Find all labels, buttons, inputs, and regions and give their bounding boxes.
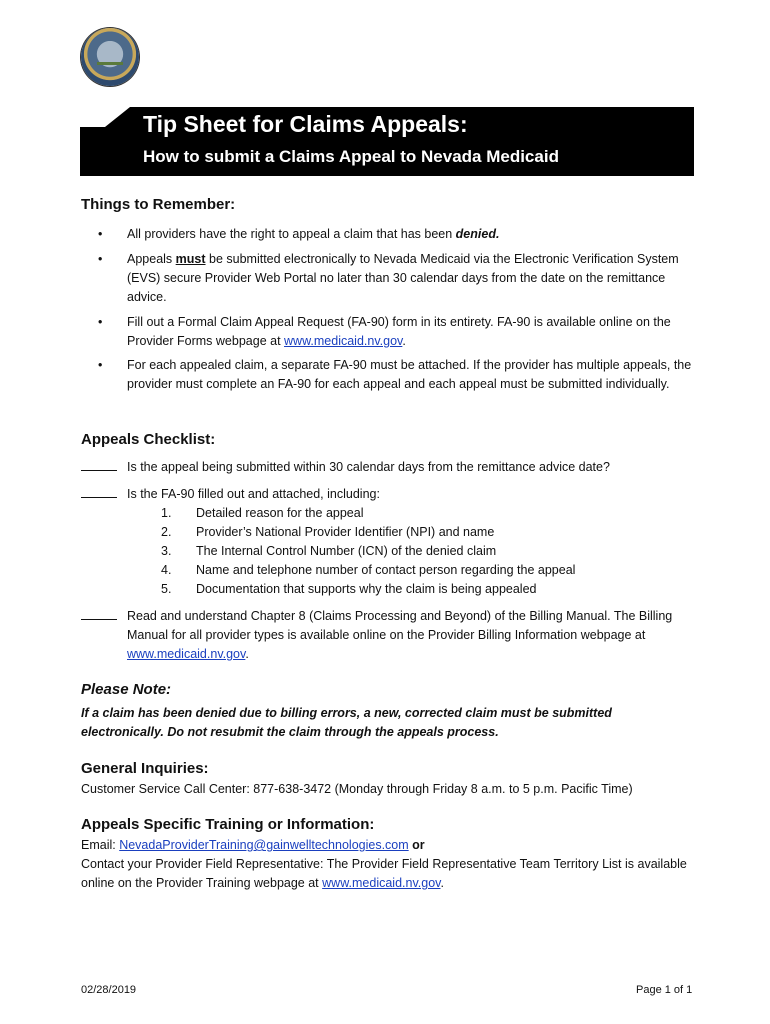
check-blank (81, 497, 117, 498)
medicaid-link[interactable]: www.medicaid.nv.gov (127, 647, 246, 661)
footer-date: 02/28/2019 (81, 984, 137, 996)
nevada-state-seal (81, 28, 139, 86)
list-item: • Appeals must be submitted electronically to Nevada Medicaid via the Electronic Verification System (EVS) secure Provider Web Portal no later than 30 calendar days from the date on the remittance advice. (98, 252, 679, 304)
please-note-body: If a claim has been denied due to billing errors, a new, corrected claim must be submitted electronically. Do not resubmit the claim through the appeals process. (81, 706, 612, 739)
appeals-checklist-heading: Appeals Checklist: (81, 431, 216, 448)
training-text: Email: NevadaProviderTraining@gainwelltechnologies.com or Contact your Provider Field Representative: The Provider Field Representative Team Territory List is available online on the Provider Training webpage at www.medicaid.nv.gov. (81, 838, 687, 890)
checklist-subitem: 2. Provider’s National Provider Identifier (NPI) and name (161, 525, 495, 539)
medicaid-link[interactable]: www.medicaid.nv.gov (322, 876, 441, 890)
training-heading: Appeals Specific Training or Information: (81, 816, 375, 833)
checklist-item: Read and understand Chapter 8 (Claims Processing and Beyond) of the Billing Manual. The Billing Manual for all provider types is available online on the Provider Billing Information webpage at www.medicaid.nv.gov. (81, 607, 696, 664)
general-inquiries-heading: General Inquiries: (81, 760, 209, 777)
things-to-remember-heading: Things to Remember: (81, 196, 236, 213)
list-item: • For each appealed claim, a separate FA-90 must be attached. If the provider has multiple appeals, the provider must complete an FA-90 for each appeal and each appeal must be submitted individually. (98, 358, 692, 391)
title-banner (80, 107, 694, 176)
check-blank (81, 619, 117, 620)
checklist-item: Is the appeal being submitted within 30 calendar days from the remittance advice date? (81, 458, 696, 477)
page-subtitle: How to submit a Claims Appeal to Nevada Medicaid (143, 147, 559, 166)
checklist-item: Is the FA-90 filled out and attached, including: 1. Detailed reason for the appeal 2. Provider’s National Provider Identifier (NPI) and name 3. The Internal Control Number (ICN) of the denied claim 4. Name and telephone number of contact person regarding the appeal 5. Documentation that supports why the claim is being appealed (81, 485, 696, 599)
checklist-subitem: 4. Name and telephone number of contact person regarding the appeal (161, 563, 576, 577)
checklist-subitem: 5. Documentation that supports why the claim is being appealed (161, 582, 537, 596)
checklist-subitem: 1. Detailed reason for the appeal (161, 506, 364, 520)
list-item: • All providers have the right to appeal a claim that has been denied. (98, 227, 500, 241)
medicaid-link[interactable]: www.medicaid.nv.gov (284, 334, 403, 348)
list-item: • Fill out a Formal Claim Appeal Request (FA-90) form in its entirety. FA-90 is available online on the Provider Forms webpage at www.medicaid.nv.gov. (98, 315, 671, 348)
please-note-heading: Please Note: (81, 681, 172, 698)
check-blank (81, 470, 117, 471)
footer-page-number: Page 1 of 1 (636, 984, 693, 996)
email-link[interactable]: NevadaProviderTraining@gainwelltechnologies.com (119, 838, 409, 852)
page-title: Tip Sheet for Claims Appeals: (143, 111, 468, 137)
checklist-subitem: 3. The Internal Control Number (ICN) of the denied claim (161, 544, 497, 558)
call-center-text: Customer Service Call Center: 877-638-3472 (Monday through Friday 8 a.m. to 5 p.m. Pacific Time) (81, 782, 633, 796)
